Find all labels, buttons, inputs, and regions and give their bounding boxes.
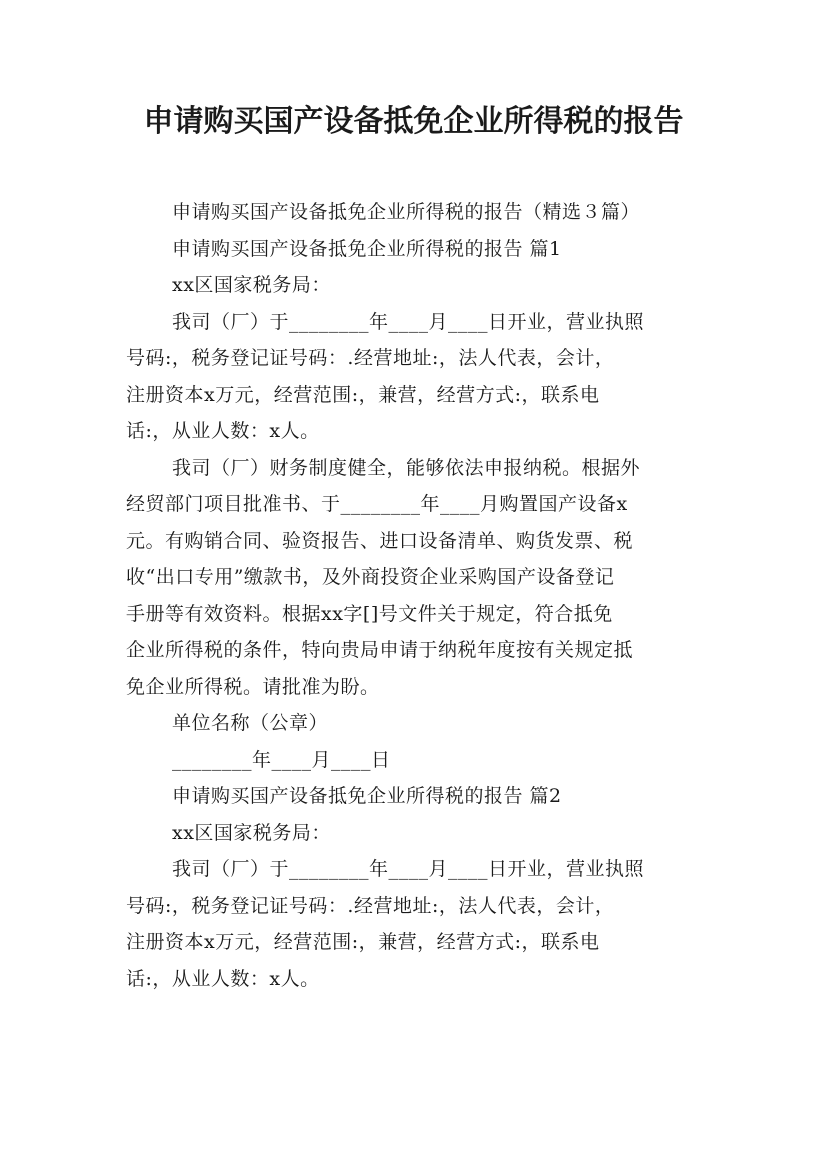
text-line: 我司（厂）于________年____月____日开业，营业执照 xyxy=(172,310,645,333)
text-line: 我司（厂）于________年____月____日开业，营业执照 xyxy=(172,858,645,880)
text-line: 我司（厂）财务制度健全，能够依法申报纳税。根据外 xyxy=(172,456,641,479)
text-line: 注册资本x万元，经营范围:，兼营，经营方式:，联系电 xyxy=(126,931,600,953)
text-line: 免企业所得税。请批准为盼。 xyxy=(126,675,380,698)
text-line: 经贸部门项目批准书、于________年____月购置国产设备x xyxy=(126,493,628,515)
text-line: 注册资本x万元，经营范围:，兼营，经营方式:，联系电 xyxy=(126,383,600,406)
text-line: 话:，从业人数：x人。 xyxy=(126,420,320,442)
text-line: ________年____月____日 xyxy=(172,748,391,771)
document-title: 申请购买国产设备抵免企业所得税的报告 xyxy=(143,104,684,139)
text-line: 号码:，税务登记证号码：.经营地址:，法人代表，会计， xyxy=(126,894,615,917)
text-line: xx区国家税务局： xyxy=(172,821,331,844)
text-line: 申请购买国产设备抵免企业所得税的报告（精选３篇） xyxy=(172,201,641,223)
text-line: 号码:，税务登记证号码：.经营地址:，法人代表，会计， xyxy=(126,347,615,369)
document-body xyxy=(126,194,706,997)
text-line: 元。有购销合同、验资报告、进口设备清单、购货发票、税 xyxy=(126,529,634,552)
text-line: 申请购买国产设备抵免企业所得税的报告 篇2 xyxy=(172,785,562,807)
text-line: 单位名称（公章） xyxy=(172,712,329,734)
text-line: 申请购买国产设备抵免企业所得税的报告 篇1 xyxy=(172,237,562,260)
text-line: 企业所得税的条件，特向贵局申请于纳税年度按有关规定抵 xyxy=(126,639,634,661)
text-line: 手册等有效资料。根据xx字[]号文件关于规定，符合抵免 xyxy=(126,602,613,625)
text-line: 话:，从业人数：x人。 xyxy=(126,967,320,990)
text-line: 收“出口专用”缴款书，及外商投资企业采购国产设备登记 xyxy=(126,566,615,588)
text-line: xx区国家税务局： xyxy=(172,274,331,296)
